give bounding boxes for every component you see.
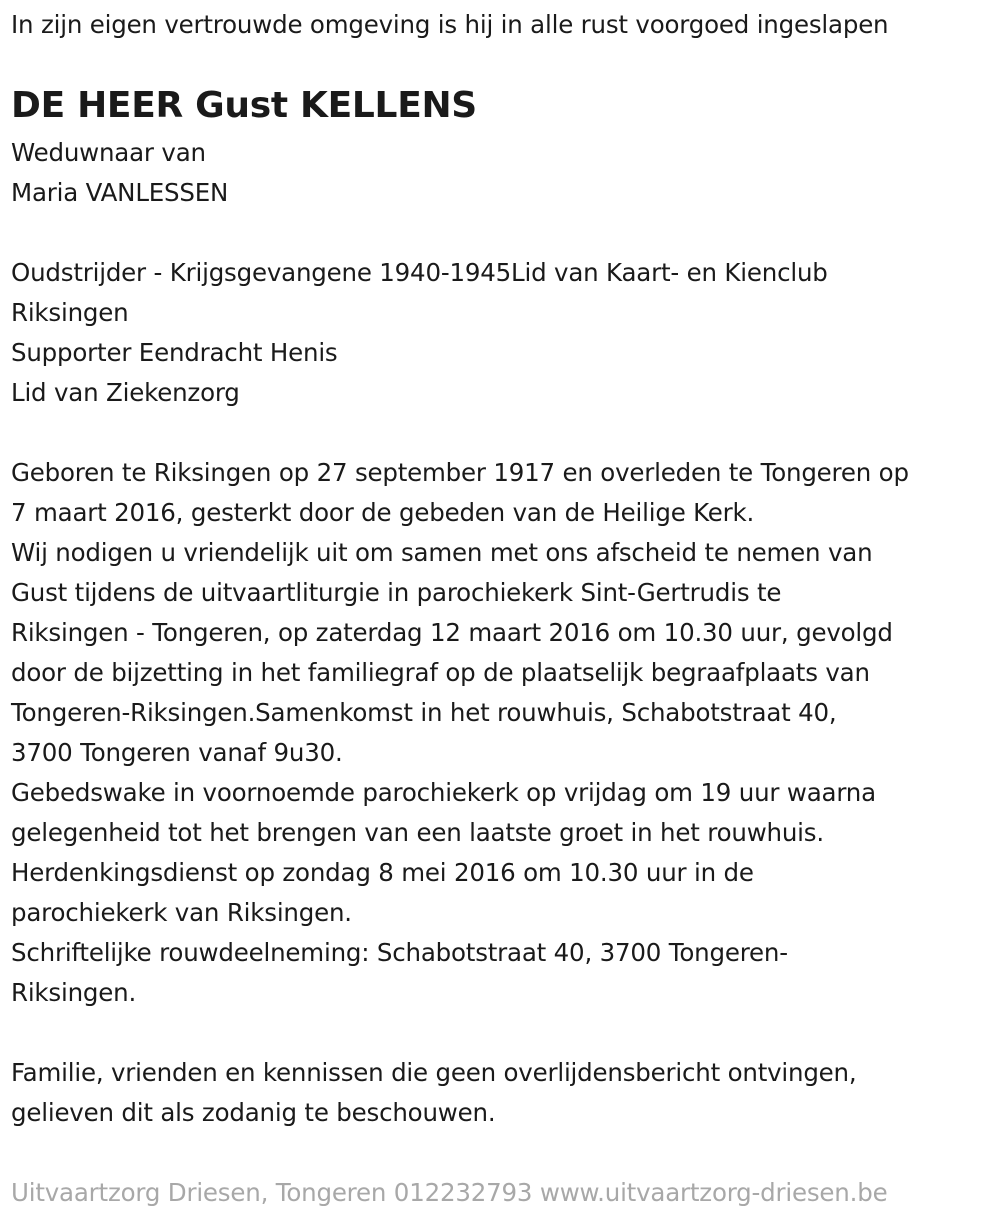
detail-line: Schriftelijke rouwdeelneming: Schabotstraat 40, 3700 Tongeren- <box>11 938 788 967</box>
membership-line: Supporter Eendracht Henis <box>11 338 338 367</box>
funeral-home-footer: Uitvaartzorg Driesen, Tongeren 012232793 www.uitvaartzorg-driesen.be <box>11 1178 888 1207</box>
detail-line: Wij nodigen u vriendelijk uit om samen met ons afscheid te nemen van <box>11 538 873 567</box>
intro-text: In zijn eigen vertrouwde omgeving is hij in alle rust voorgoed ingeslapen <box>11 10 889 39</box>
detail-line: parochiekerk van Riksingen. <box>11 898 352 927</box>
deceased-name: DE HEER Gust KELLENS <box>11 85 477 126</box>
detail-line: 3700 Tongeren vanaf 9u30. <box>11 738 343 767</box>
membership-line: Riksingen <box>11 298 129 327</box>
membership-line: Oudstrijder - Krijgsgevangene 1940-1945Lid van Kaart- en Kienclub <box>11 258 828 287</box>
spouse-label: Weduwnaar van <box>11 138 206 167</box>
detail-line: gelegenheid tot het brengen van een laatste groet in het rouwhuis. <box>11 818 824 847</box>
detail-line: door de bijzetting in het familiegraf op de plaatselijk begraafplaats van <box>11 658 870 687</box>
spacer <box>11 413 996 453</box>
detail-line: Gust tijdens de uitvaartliturgie in parochiekerk Sint-Gertrudis te <box>11 578 782 607</box>
detail-line: Gebedswake in voornoemde parochiekerk op vrijdag om 19 uur waarna <box>11 778 876 807</box>
closing-section <box>11 1053 996 1133</box>
spacer <box>11 1013 996 1053</box>
spouse-section <box>11 133 996 213</box>
detail-line: Riksingen. <box>11 978 137 1007</box>
closing-line: Familie, vrienden en kennissen die geen overlijdensbericht ontvingen, <box>11 1058 857 1087</box>
detail-line: Tongeren-Riksingen.Samenkomst in het rouwhuis, Schabotstraat 40, <box>11 698 837 727</box>
details-section <box>11 453 996 1013</box>
memberships-section <box>11 253 996 413</box>
detail-line: 7 maart 2016, gesterkt door de gebeden van de Heilige Kerk. <box>11 498 755 527</box>
spacer <box>11 213 996 253</box>
detail-line: Geboren te Riksingen op 27 september 1917 en overleden te Tongeren op <box>11 458 909 487</box>
notice-body <box>11 133 996 1133</box>
closing-line: gelieven dit als zodanig te beschouwen. <box>11 1098 496 1127</box>
detail-line: Herdenkingsdienst op zondag 8 mei 2016 om 10.30 uur in de <box>11 858 754 887</box>
spouse-name: Maria VANLESSEN <box>11 178 229 207</box>
membership-line: Lid van Ziekenzorg <box>11 378 240 407</box>
detail-line: Riksingen - Tongeren, op zaterdag 12 maart 2016 om 10.30 uur, gevolgd <box>11 618 893 647</box>
